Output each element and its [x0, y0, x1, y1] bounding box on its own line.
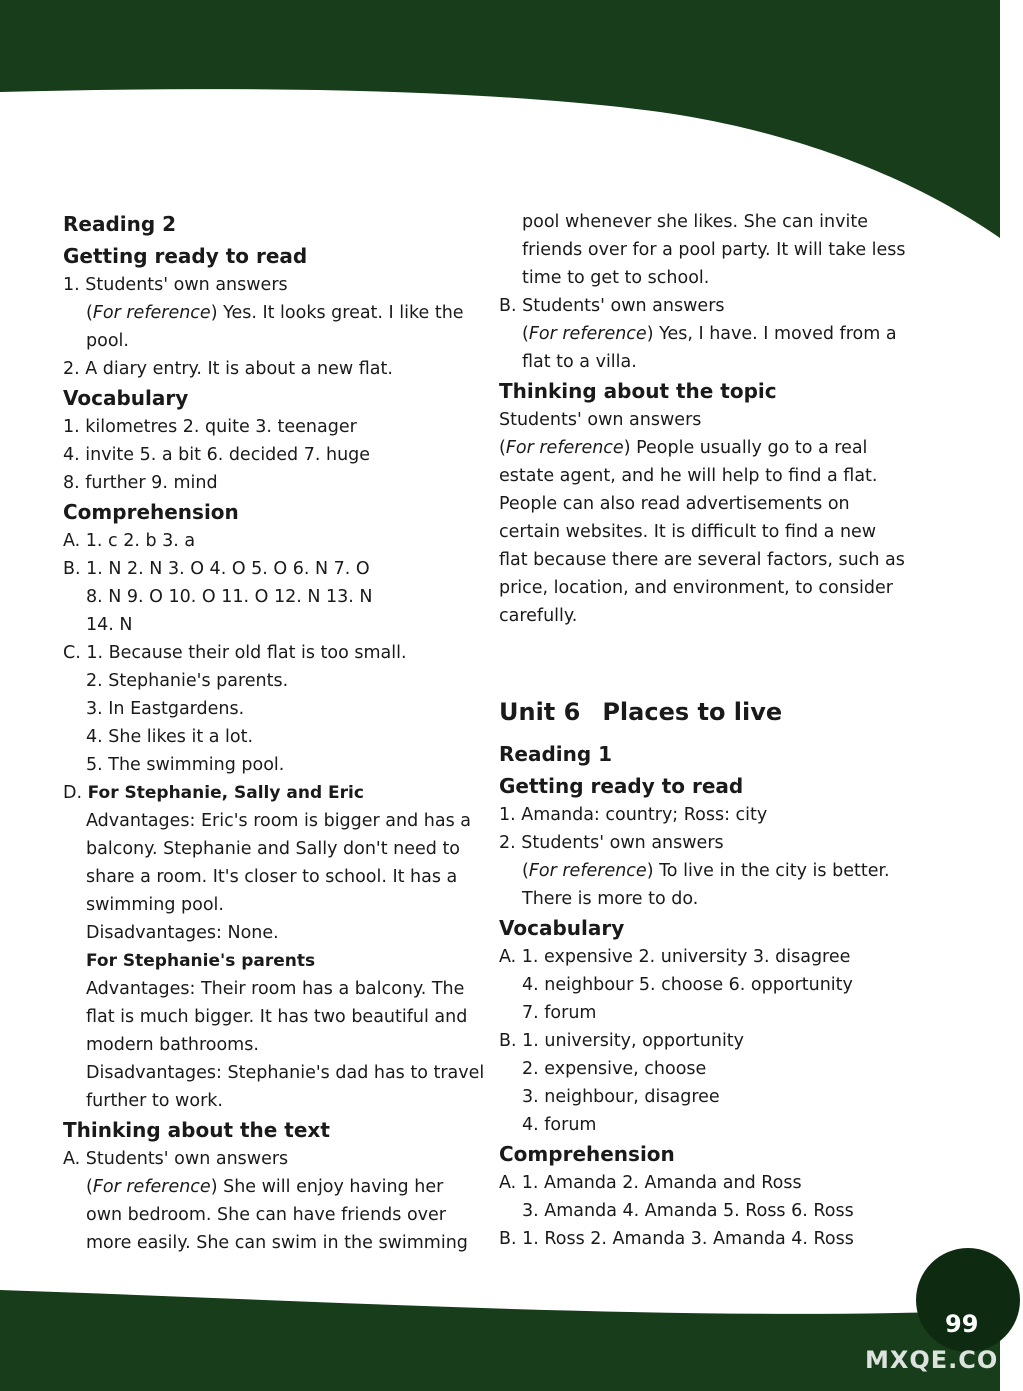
- answer-line: People can also read advertisements on: [499, 494, 850, 514]
- reference-text: ) She will enjoy having her: [210, 1177, 444, 1197]
- answer-line: 4. She likes it a lot.: [86, 727, 254, 747]
- answer-line: 3. In Eastgardens.: [86, 699, 245, 719]
- answer-line: 2. A diary entry. It is about a new flat.: [63, 359, 393, 379]
- reference-text: ) To live in the city is better.: [646, 861, 890, 881]
- answer-line: friends over for a pool party. It will take less: [522, 240, 906, 260]
- group-heading: For Stephanie, Sally and Eric: [87, 783, 364, 803]
- answer-line: 3. neighbour, disagree: [522, 1087, 720, 1107]
- bottom-banner: [0, 1290, 1000, 1391]
- watermark-text: MXQE.COM: [865, 1346, 1023, 1374]
- reference-line: [499, 320, 969, 348]
- reference-label: For reference: [505, 438, 624, 458]
- answer-line: 2. expensive, choose: [522, 1059, 707, 1079]
- answer-line: certain websites. It is difficult to find a new: [499, 522, 877, 542]
- answer-line: time to get to school.: [522, 268, 710, 288]
- answer-line: 4. invite 5. a bit 6. decided 7. huge: [63, 445, 371, 465]
- answer-line: price, location, and environment, to consider: [499, 578, 893, 598]
- answer-line: B. 1. N 2. N 3. O 4. O 5. O 6. N 7. O: [63, 559, 370, 579]
- reference-open: (: [522, 324, 529, 344]
- answer-line: 14. N: [86, 615, 133, 635]
- answer-line: 7. forum: [522, 1003, 597, 1023]
- answer-line: Advantages: Eric's room is bigger and has a: [86, 811, 471, 831]
- answer-line: modern bathrooms.: [86, 1035, 259, 1055]
- answer-line: B. 1. Ross 2. Amanda 3. Amanda 4. Ross: [499, 1229, 854, 1249]
- answer-line: A. 1. c 2. b 3. a: [63, 531, 196, 551]
- answer-line: balcony. Stephanie and Sally don't need to: [86, 839, 461, 859]
- answer-line: share a room. It's closer to school. It has a: [86, 867, 458, 887]
- reference-text: ) Yes, I have. I moved from a: [646, 324, 897, 344]
- reference-label: For reference: [92, 303, 211, 323]
- answer-line: 2. Stephanie's parents.: [86, 671, 289, 691]
- answer-line: estate agent, and he will help to find a flat.: [499, 466, 878, 486]
- reference-label: For reference: [92, 1177, 211, 1197]
- subsection-heading: Comprehension: [63, 500, 239, 524]
- answer-line: further to work.: [86, 1091, 223, 1111]
- reference-open: (: [499, 438, 506, 458]
- answer-line: B. 1. university, opportunity: [499, 1031, 745, 1051]
- subsection-heading: Thinking about the text: [63, 1118, 330, 1142]
- unit-title: [499, 692, 969, 732]
- answer-line: 1. Amanda: country; Ross: city: [499, 805, 768, 825]
- reference-line: [499, 434, 969, 462]
- reference-line: [499, 857, 969, 885]
- reference-open: (: [86, 303, 93, 323]
- answer-line: Disadvantages: None.: [86, 923, 279, 943]
- answer-line: 4. forum: [522, 1115, 597, 1135]
- subsection-heading: Vocabulary: [63, 386, 189, 410]
- answer-line: 1. Students' own answers: [63, 275, 288, 295]
- answer-line: Students' own answers: [499, 410, 702, 430]
- subsection-heading: Vocabulary: [499, 916, 625, 940]
- answer-line: carefully.: [499, 606, 578, 626]
- answer-line: Disadvantages: Stephanie's dad has to travel: [86, 1063, 485, 1083]
- unit-number: Unit 6: [499, 698, 581, 726]
- answer-line: There is more to do.: [522, 889, 699, 909]
- answer-line: 4. neighbour 5. choose 6. opportunity: [522, 975, 853, 995]
- answer-line: pool whenever she likes. She can invite: [522, 212, 868, 232]
- answer-line: 8. N 9. O 10. O 11. O 12. N 13. N: [86, 587, 373, 607]
- subsection-heading: Getting ready to read: [63, 244, 308, 268]
- answer-line: swimming pool.: [86, 895, 224, 915]
- answer-line: 3. Amanda 4. Amanda 5. Ross 6. Ross: [522, 1201, 854, 1221]
- answer-line: B. Students' own answers: [499, 296, 725, 316]
- answer-line: flat is much bigger. It has two beautiful and: [86, 1007, 468, 1027]
- answer-line: A. 1. Amanda 2. Amanda and Ross: [499, 1173, 802, 1193]
- unit-name: Places to live: [602, 698, 783, 726]
- section-heading: Reading 2: [63, 212, 177, 236]
- left-column: [63, 208, 483, 1257]
- answer-line: 1. kilometres 2. quite 3. teenager: [63, 417, 357, 437]
- answer-prefix: D.: [63, 783, 88, 803]
- answer-line: flat because there are several factors, such as: [499, 550, 905, 570]
- answer-line: more easily. She can swim in the swimming: [86, 1233, 468, 1253]
- subsection-heading: Thinking about the topic: [499, 379, 777, 403]
- answer-line: flat to a villa.: [522, 352, 637, 372]
- answer-line: pool.: [86, 331, 129, 351]
- reference-label: For reference: [528, 861, 647, 881]
- answer-line: A. Students' own answers: [63, 1149, 289, 1169]
- top-banner: [0, 0, 1000, 238]
- reference-open: (: [86, 1177, 93, 1197]
- answer-line: 5. The swimming pool.: [86, 755, 285, 775]
- reference-label: For reference: [528, 324, 647, 344]
- reference-open: (: [522, 861, 529, 881]
- answer-line: 8. further 9. mind: [63, 473, 218, 493]
- answer-line: [63, 779, 483, 807]
- reference-line: [63, 299, 483, 327]
- group-heading: For Stephanie's parents: [86, 951, 316, 971]
- answer-line: own bedroom. She can have friends over: [86, 1205, 446, 1225]
- reference-text: ) People usually go to a real: [623, 438, 868, 458]
- answer-line: 2. Students' own answers: [499, 833, 724, 853]
- section-heading: Reading 1: [499, 742, 613, 766]
- answer-line: Advantages: Their room has a balcony. The: [86, 979, 465, 999]
- right-column: [499, 208, 969, 1253]
- answer-line: A. 1. expensive 2. university 3. disagree: [499, 947, 851, 967]
- page-number: 99: [945, 1310, 979, 1338]
- reference-line: [63, 1173, 483, 1201]
- subsection-heading: Comprehension: [499, 1142, 675, 1166]
- answer-line: C. 1. Because their old flat is too small.: [63, 643, 407, 663]
- subsection-heading: Getting ready to read: [499, 774, 744, 798]
- reference-text: ) Yes. It looks great. I like the: [210, 303, 464, 323]
